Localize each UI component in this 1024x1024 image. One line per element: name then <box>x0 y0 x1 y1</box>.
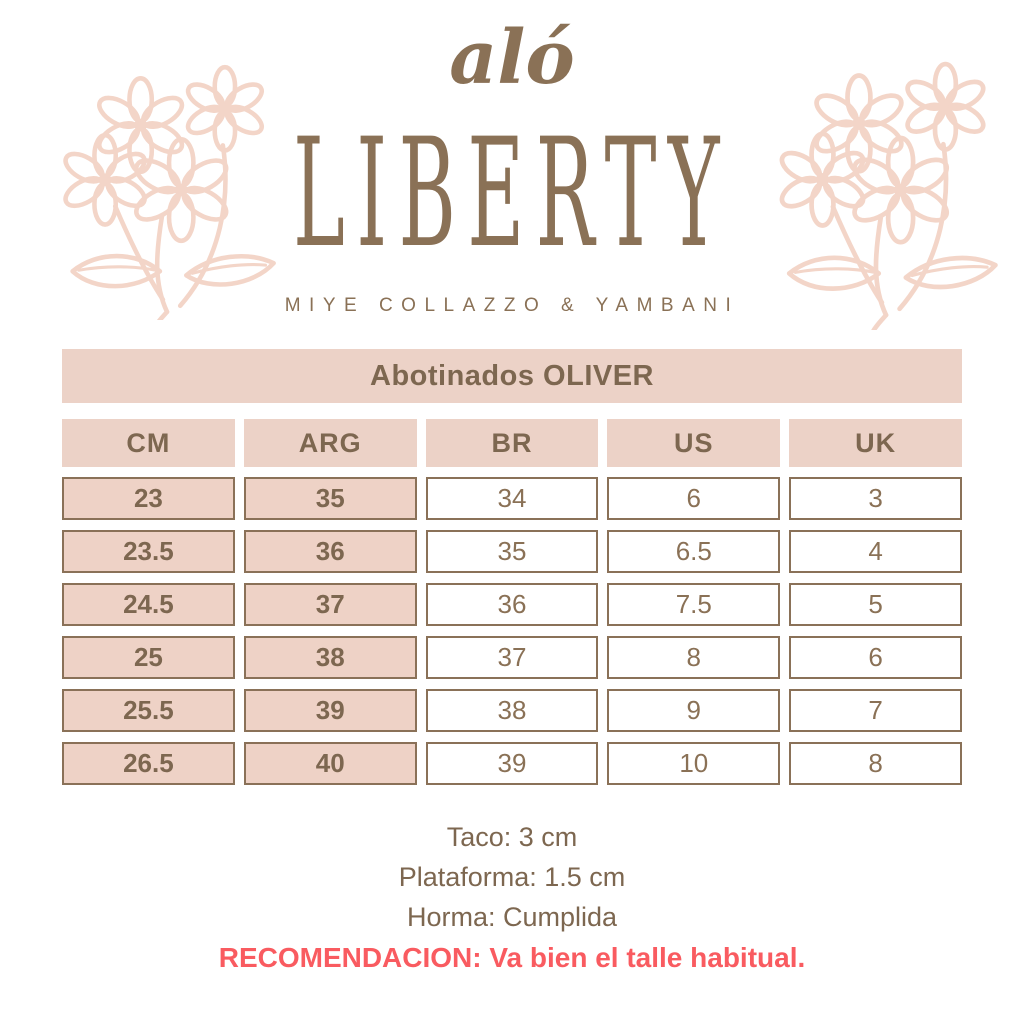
table-cell: 7 <box>789 689 962 732</box>
table-cell: 9 <box>607 689 780 732</box>
table-cell: 7.5 <box>607 583 780 626</box>
detail-heel: Taco: 3 cm <box>446 822 578 852</box>
brand-name: LIBERTY <box>293 107 731 281</box>
table-cell: 25.5 <box>62 689 235 732</box>
table-cell: 23.5 <box>62 530 235 573</box>
detail-platform: Plataforma: 1.5 cm <box>398 862 626 892</box>
table-cell: 6 <box>607 477 780 520</box>
table-cell: 26.5 <box>62 742 235 785</box>
brand-script-logo: aló <box>449 15 575 101</box>
table-cell: 38 <box>244 636 417 679</box>
detail-fit: Horma: Cumplida <box>406 902 618 932</box>
table-cell: 24.5 <box>62 583 235 626</box>
product-title-band <box>62 349 962 403</box>
table-cell: 37 <box>426 636 599 679</box>
table-cell: 10 <box>607 742 780 785</box>
brand-name-wrap <box>0 108 1024 281</box>
table-cell: 39 <box>244 689 417 732</box>
table-cell: 36 <box>426 583 599 626</box>
column-header-us: US <box>607 419 780 467</box>
table-cell: 4 <box>789 530 962 573</box>
table-cell: 37 <box>244 583 417 626</box>
brand-subtitle: MIYE COLLAZZO & YAMBANI <box>284 295 740 316</box>
size-table <box>62 419 962 785</box>
notes-section <box>0 817 1024 978</box>
table-cell: 36 <box>244 530 417 573</box>
table-cell: 8 <box>607 636 780 679</box>
column-header-cm: CM <box>62 419 235 467</box>
product-title: Abotinados OLIVER <box>370 359 654 392</box>
table-cell: 40 <box>244 742 417 785</box>
column-header-uk: UK <box>789 419 962 467</box>
table-cell: 39 <box>426 742 599 785</box>
table-cell: 35 <box>244 477 417 520</box>
table-cell: 8 <box>789 742 962 785</box>
table-cell: 25 <box>62 636 235 679</box>
table-cell: 34 <box>426 477 599 520</box>
column-header-arg: ARG <box>244 419 417 467</box>
table-cell: 35 <box>426 530 599 573</box>
table-cell: 5 <box>789 583 962 626</box>
table-cell: 6.5 <box>607 530 780 573</box>
column-header-br: BR <box>426 419 599 467</box>
table-cell: 3 <box>789 477 962 520</box>
table-cell: 38 <box>426 689 599 732</box>
recommendation-text: RECOMENDACION: Va bien el talle habitual. <box>218 942 806 973</box>
table-cell: 23 <box>62 477 235 520</box>
table-cell: 6 <box>789 636 962 679</box>
